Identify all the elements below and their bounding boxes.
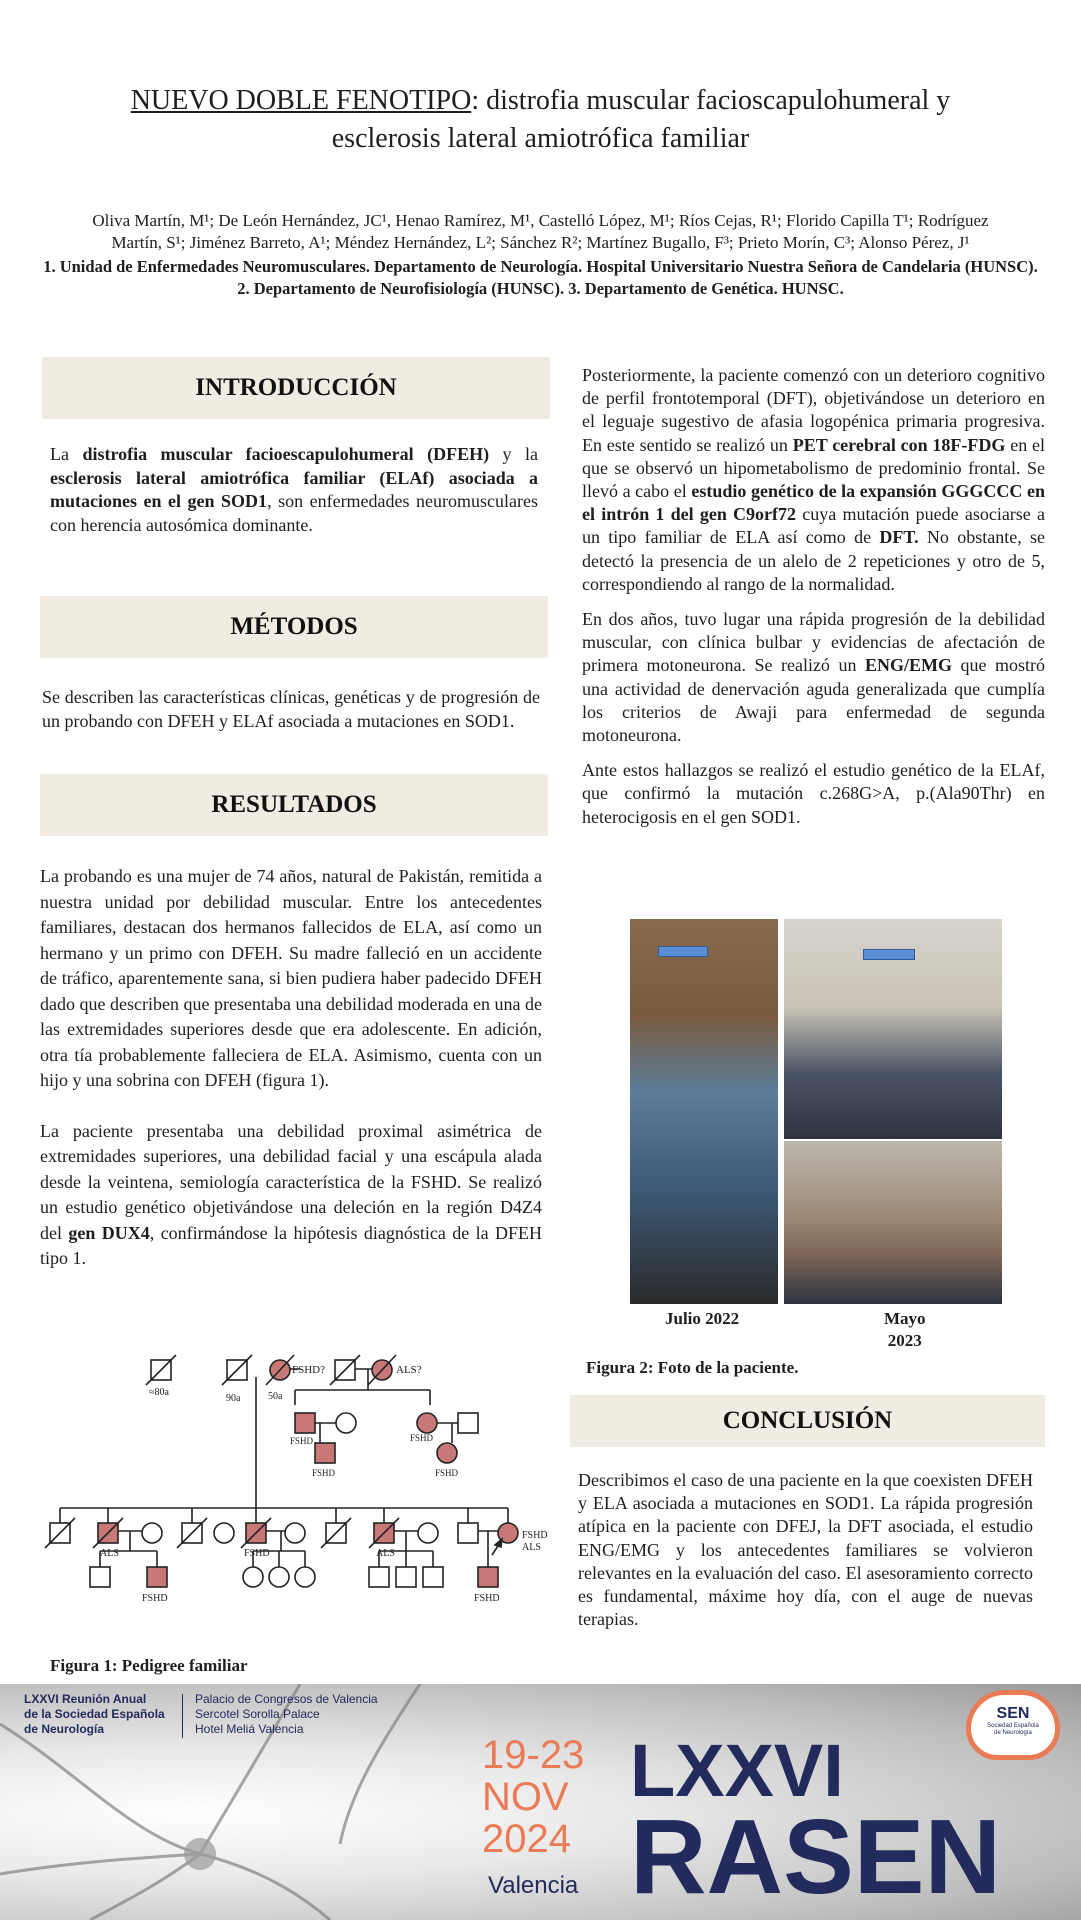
- patient-photo-2023-wheelchair: [784, 919, 1002, 1139]
- conclusion-text: Describimos el caso de una paciente en la que coexisten DFEH y ELA asociada a mutaciones en SOD1. La rápida progresión atípica en la paciente con DFEJ, la DFT asociada, el estudio ENG/EMG y los antecedentes familiares se volvieron relevantes en la evaluación del caso. El asesoramiento correcto es fundamental, máxime hoy día, con el auge de nuevas terapias.: [578, 1470, 1033, 1630]
- methods-text: Se describen las características clínicas, genéticas y de progresión de un probando con DFEH y ELAf asociada a mutaciones en SOD1.: [42, 687, 540, 731]
- results-paragraph-1: La probando es una mujer de 74 años, natural de Pakistán, remitida a nuestra unidad por debilidad muscular. Entre los antecedentes familiares, destacan dos hermanos fallecidos de ELA, así como un hermano y un primo con DFEH. Su madre falleció en un accidente de tráfico, aparentemente sana, si bien pudiera haber padecido DFEH dado que describen que presentaba una debilidad moderada en una de las extremidades superiores desde que era adolescente. En adición, otra tía probablemente falleciera de ELA. Asimismo, cuenta con un hijo y una sobrina con DFEH (figura 1).: [40, 866, 542, 1090]
- results-text: [40, 864, 542, 1284]
- svg-text:50a: 50a: [268, 1391, 283, 1402]
- organizer-text: LXXVI Reunión Anual de la Sociedad Española de Neurología: [24, 1692, 165, 1736]
- title-line2: esclerosis lateral amiotrófica familiar: [331, 123, 750, 154]
- svg-text:FSHD: FSHD: [244, 1548, 270, 1559]
- svg-text:FSHD: FSHD: [290, 1436, 314, 1446]
- sen-logo: SEN Sociedad Española de Neurología: [966, 1690, 1060, 1760]
- poster-title: [30, 82, 1051, 158]
- svg-text:ALS: ALS: [100, 1548, 119, 1559]
- congress-dates: 19-23 NOV 2024: [482, 1733, 585, 1861]
- pedigree-chart: [40, 1345, 560, 1655]
- right-paragraph-3: Ante estos hallazgos se realizó el estudio genético de la ELAf, que confirmó la mutación c.268G>A, p.(Ala90Thr) en heterocigosis en el gen SOD1.: [582, 760, 1045, 827]
- congress-city: Valencia: [488, 1872, 579, 1899]
- face-blur: [658, 946, 708, 957]
- face-blur: [863, 949, 915, 960]
- title-line1: : distrofia muscular facioscapulohumeral y: [471, 85, 951, 116]
- svg-text:FSHD: FSHD: [312, 1468, 336, 1478]
- figure-1-caption: Figura 1: Pedigree familiar: [50, 1656, 248, 1675]
- svg-text:ALS?: ALS?: [396, 1364, 422, 1376]
- title-highlight: NUEVO DOBLE FENOTIPO: [130, 85, 472, 116]
- results-paragraph-2: La paciente presentaba una debilidad proximal asimétrica de extremidades superiores, una debilidad facial y una escápula alada desde la veintena, semiología característica de la FSHD. Se realizó un estudio genético objetivándose una deleción en la región D4Z4 del gen DUX4, confirmándose la hipótesis diagnóstica de la DFEH tipo 1.: [40, 1120, 542, 1268]
- venue-text: Palacio de Congresos de Valencia Sercotel Sorolla Palace Hotel Meliá Valencia: [195, 1692, 378, 1736]
- authors-line2: Martín, S¹; Jiménez Barreto, A¹; Méndez Hernández, L²; Sánchez R²; Martínez Bugallo, F³; Prieto Morín, C³; Alonso Pérez, J¹: [111, 233, 970, 252]
- svg-text:FSHD?: FSHD?: [292, 1364, 326, 1376]
- svg-text:FSHD: FSHD: [474, 1593, 500, 1604]
- intro-text: La distrofia muscular facioescapulohumeral (DFEH) y la esclerosis lateral amiotrófica familiar (ELAf) asociada a mutaciones en el gen SOD1, son enfermedades neuromusculares con herencia autosómica dominante.: [50, 444, 539, 535]
- figure-2-caption: Figura 2: Foto de la paciente.: [586, 1358, 799, 1377]
- svg-text:FSHD: FSHD: [435, 1468, 459, 1478]
- svg-text:FSHD: FSHD: [522, 1530, 548, 1541]
- svg-text:ALS: ALS: [376, 1548, 395, 1559]
- svg-text:≈80a: ≈80a: [149, 1387, 169, 1398]
- section-methods-header: MÉTODOS: [40, 596, 548, 658]
- footer-divider: [182, 1694, 183, 1738]
- photo-label-2022: Julio 2022: [665, 1309, 740, 1328]
- section-conclusion-header: CONCLUSIÓN: [570, 1395, 1045, 1447]
- congress-roman: LXXVI: [630, 1729, 844, 1812]
- right-paragraph-2: En dos años, tuvo lugar una rápida progresión de la debilidad muscular, con clínica bulbar y evidencias de afectación de primera motoneurona. Se realizó un ENG/EMG que mostró una actividad de denervación aguda generalizada que cumplía los criterios de Awaji para enfermedad de segunda motoneurona.: [582, 609, 1045, 746]
- right-paragraph-1: Posteriormente, la paciente comenzó con un deterioro cognitivo de perfil frontotemporal (DFT), objetivándose un deterioro en el leguaje sugestivo de afasia logopénica primaria progresiva. En este sentido se realizó un PET cerebral con 18F-FDG en el que se observó un hipometabolismo de predominio frontal. Se llevó a cabo el estudio genético de la expansión GGGCCC en el intrón 1 del gen C9orf72 cuya mutación puede asociarse a un tipo familiar de ELA así como de DFT. No obstante, se detectó la presencia de un alelo de 2 repeticiones y otro de 5, correspondiendo al rango de la normalidad.: [582, 365, 1046, 594]
- authors-line1: Oliva Martín, M¹; De León Hernández, JC¹, Henao Ramírez, M¹, Castelló López, M¹; Ríos Cejas, R¹; Florido Capilla T¹; Rodríguez: [92, 211, 989, 230]
- patient-photo-2022: [630, 919, 778, 1304]
- section-results-header: RESULTADOS: [40, 774, 548, 836]
- svg-text:90a: 90a: [226, 1393, 241, 1404]
- svg-text:FSHD: FSHD: [142, 1593, 168, 1604]
- section-intro-header: INTRODUCCIÓN: [42, 357, 550, 419]
- congress-rasen: RASEN: [630, 1798, 1002, 1916]
- authors: [40, 210, 1041, 254]
- affiliations: 1. Unidad de Enfermedades Neuromusculares. Departamento de Neurología. Hospital Universitario Nuestra Señora de Candelaria (HUNSC). 2. Departamento de Neurofisiología (HUNSC). 3. Departamento de Genética. HUNSC.: [43, 257, 1038, 298]
- photo-label-2023: Mayo 2023: [884, 1309, 926, 1350]
- patient-photo-2023-hands: [784, 1141, 1002, 1304]
- svg-text:FSHD: FSHD: [410, 1433, 434, 1443]
- congress-banner: [0, 1684, 1081, 1920]
- svg-text:ALS: ALS: [522, 1542, 541, 1553]
- right-column-text: [582, 364, 1045, 841]
